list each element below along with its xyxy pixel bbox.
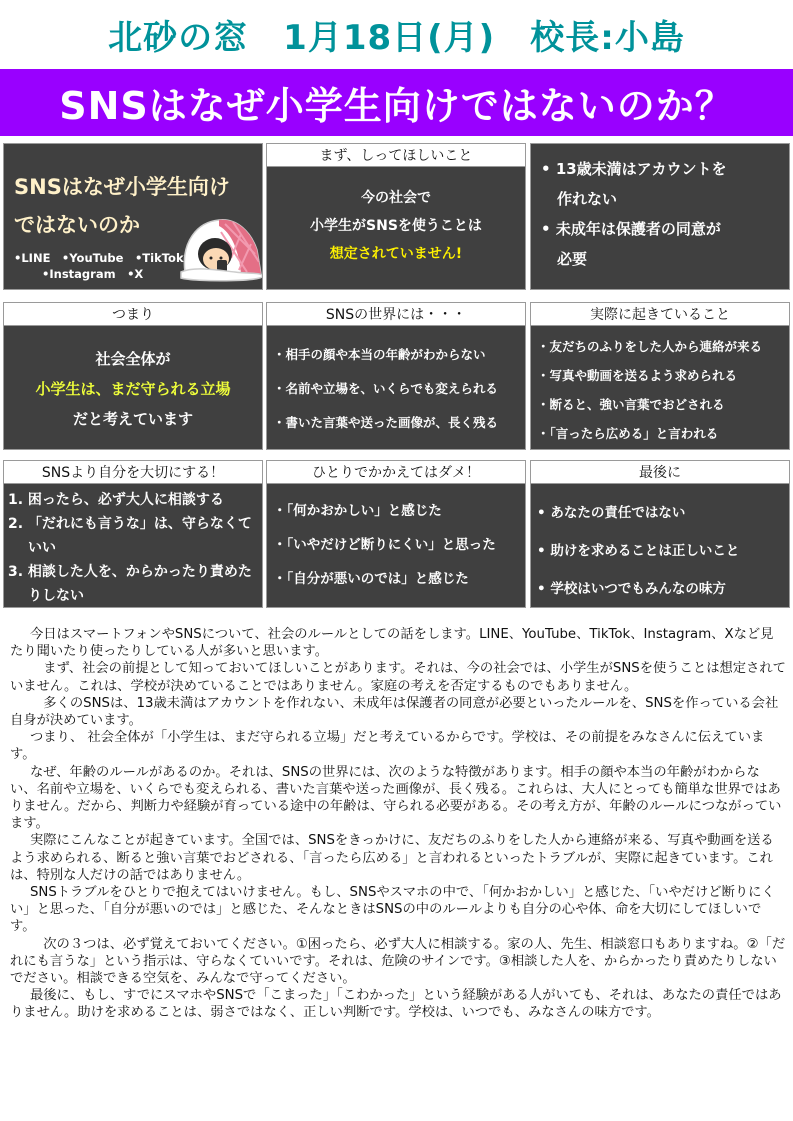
headline-banner [0, 69, 793, 136]
body-paragraph: なぜ、年齢のルールがあるのか。それは、SNSの世界には、次のような特徴があります。相手の顔や本当の年齢がわからない、名前や立場を、いくらでも変えられる、書いた言葉や送った画像が、長く残る。これらは、大人にとっても簡単な世界ではありません。だから、判断力や経験が育っている途中の年齢は、守られる必要がある。その考え方が、年齢のルールにつながっています。 [10, 764, 782, 832]
panel-yourself-heading: SNSより自分を大切にする！ [4, 461, 262, 484]
finally-item: • 助けを求めることは正しいこと [537, 532, 783, 570]
article-body [10, 626, 786, 1022]
headline-text: SNSはなぜ小学生向けではないのか？ [59, 84, 734, 128]
rule-item-cont: 必要 [557, 250, 588, 268]
panel-tsumari [3, 302, 263, 450]
panel-alone-heading: ひとりでかかえてはダメ！ [267, 461, 525, 484]
happening-item: ・断ると、強い言葉でおどされる [537, 397, 725, 412]
panel-sns-world [266, 302, 526, 450]
intro-apps-line2: •Instagram •X [42, 267, 144, 281]
yourself-item-cont: りしない [28, 588, 84, 604]
yourself-item: 3. 相談した人を、からかったり責めた [8, 564, 252, 580]
body-paragraph: SNSトラブルをひとりで抱えてはいけません。もし、SNSやスマホの中で、「何かおかしい」と感じた、「いやだけど断りにくい」と思った、「自分が悪いのでは」と感じた、そんなときはSNSの中のルールよりも自分の心や体、命を大切にしてほしいです。 [10, 885, 775, 935]
yourself-item: 2. 「だれにも言うな」は、守らなくて [8, 516, 252, 532]
body-paragraph: まず、社会の前提として知っておいてほしいことがあります。それは、今の社会では、小学生がSNSを使うことは想定されていません。これは、学校が決めていることではありません。家庭の考えを否定するものでもありません。 [10, 661, 786, 694]
body-paragraph: つまり、 社会全体が「小学生は、まだ守られる立場」だと考えているからです。学校は、その前提をみなさんに伝えています。 [10, 730, 765, 763]
panel-happening-heading: 実際に起きていること [531, 303, 789, 326]
panel-sns-world-heading: SNSの世界には・・・ [267, 303, 525, 326]
sns-world-item: ・相手の顔や本当の年齢がわからない [273, 347, 486, 362]
panel-first-heading: まず、しってほしいこと [267, 144, 525, 167]
rule-item: • 未成年は保護者の同意が [541, 214, 779, 244]
yourself-item-cont: いい [28, 540, 56, 556]
panel-tsumari-heading: つまり [4, 303, 262, 326]
rule-item-cont: 作れない [557, 190, 618, 208]
newsletter-header [0, 0, 793, 68]
alone-item: ・「何かおかしい」と感じた [273, 503, 442, 519]
first-line2: 小学生がSNSを使うことは [310, 218, 482, 234]
happening-item: ・「言ったら広める」と言われる [537, 426, 719, 441]
panel-finally [530, 460, 790, 608]
body-paragraph: 多くのSNSは、13歳未満はアカウントを作れない、未成年は保護者の同意が必要といったルールを、SNSを作っている会社自身が決めています。 [10, 695, 779, 729]
yourself-item: 1. 困ったら、必ず大人に相談する [8, 492, 224, 508]
body-paragraph: 実際にこんなことが起きています。全国では、SNSをきっかけに、友だちのふりをした人から連絡が来る、写真や動画を送るよう求められる、断ると強い言葉でおどされる、「言ったら広める」と言われるといったトラブルが、実際に起きています。これは、特別な人だけの話ではありません。 [10, 833, 774, 883]
child-futon-illustration-icon [175, 214, 263, 282]
intro-apps-line1: •LINE •YouTube •TikTok [14, 251, 184, 265]
happening-item: ・写真や動画を送るよう求められる [537, 368, 738, 383]
panel-happening [530, 302, 790, 450]
body-paragraph: 次の３つは、必ず覚えておいてください。①困ったら、必ず大人に相談する。家の人、先生、相談窓口もありますね。②「だれにも言うな」という指示は、守らなくていいです。それは、危険のサインです。③相談した人を、からかったり責めたりしないでださい。相談できる空気を、みんなで守ってください。 [10, 936, 786, 987]
first-line3-highlight: 想定されていません! [329, 246, 463, 262]
finally-item: • あなたの責任ではない [537, 494, 783, 532]
newsletter-title: 北砂の窓 1月18日(月) 校長:小島 [108, 17, 685, 58]
intro-title-line2: ではないのか [14, 213, 140, 237]
body-paragraph: 今日はスマートフォンやSNSについて、社会のルールとしての話をします。LINE、YouTube、TikTok、Instagram、Xなど見たり聞いたり使ったりしている人が多いと思います。 [10, 627, 774, 660]
panel-first [266, 143, 526, 290]
panel-finally-heading: 最後に [531, 461, 789, 484]
panel-alone [266, 460, 526, 608]
alone-item: ・「いやだけど断りにくい」と思った [273, 537, 496, 553]
intro-title-line1: SNSはなぜ小学生向け [14, 175, 230, 199]
first-line1: 今の社会で [361, 190, 431, 206]
happening-item: ・友だちのふりをした人から連絡が来る [537, 339, 763, 354]
tsumari-line1: 社会全体が [95, 350, 171, 368]
sns-world-item: ・名前や立場を、いくらでも変えられる [273, 381, 498, 396]
tsumari-line2-highlight: 小学生は、まだ守られる立場 [35, 380, 231, 398]
finally-item: • 学校はいつでもみんなの味方 [537, 570, 783, 608]
tsumari-line3: だと考えています [72, 410, 193, 428]
rule-item: • 13歳未満はアカウントを [541, 154, 779, 184]
panel-intro [3, 143, 263, 290]
body-paragraph: 最後に、もし、すでにスマホやSNSで「こまった」「こわかった」という経験がある人がいても、それは、あなたの責任ではありません。助けを求めることは、弱さではなく、正しい判断です。学校は、いつでも、みなさんの味方です。 [10, 988, 782, 1021]
sns-world-item: ・書いた言葉や送った画像が、長く残る [273, 415, 499, 430]
panel-rules [530, 143, 790, 290]
alone-item: ・「自分が悪いのでは」と感じた [273, 571, 469, 587]
panel-yourself [3, 460, 263, 608]
